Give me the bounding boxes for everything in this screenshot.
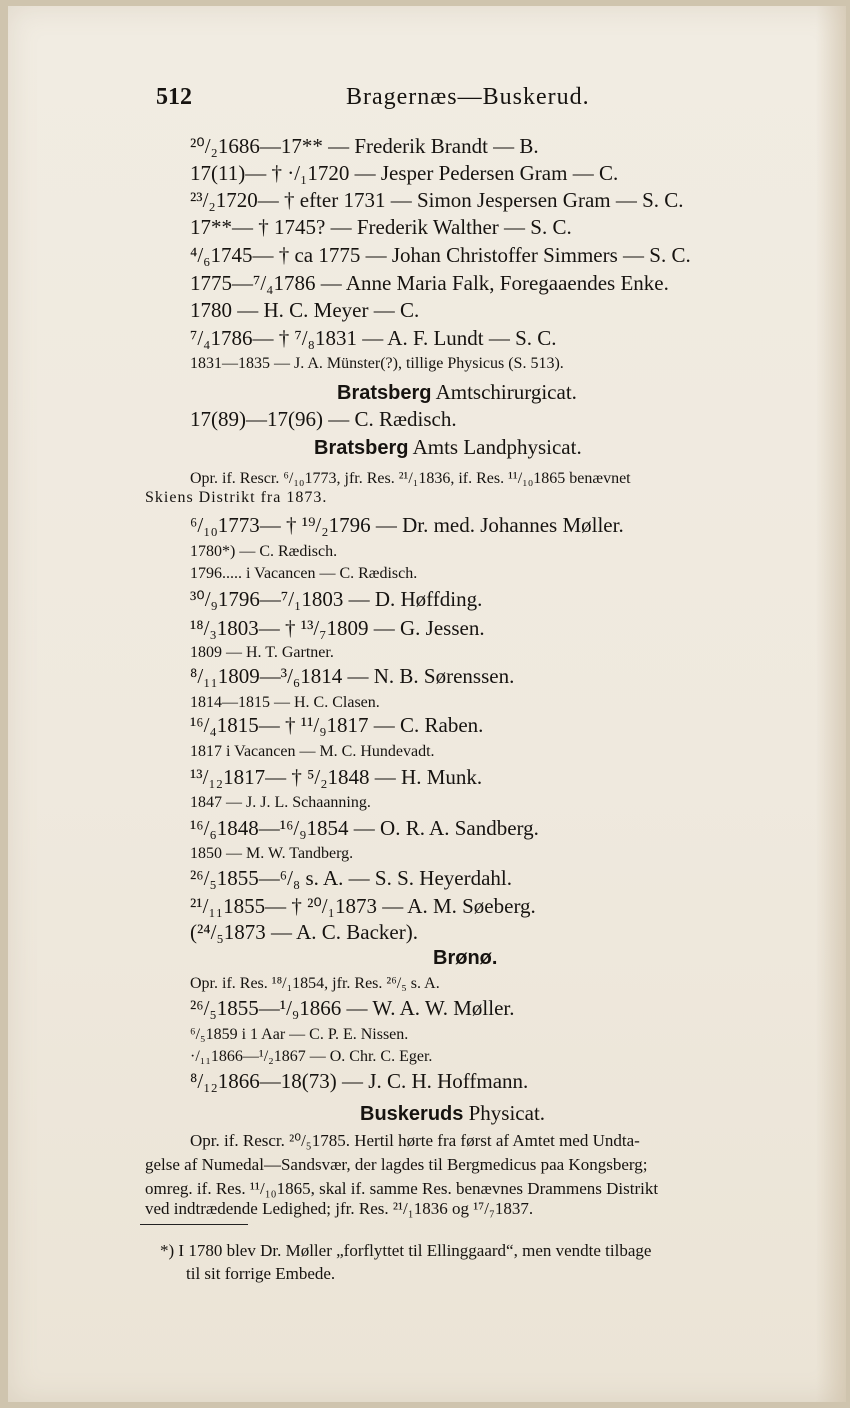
page-edge-shadow: [816, 6, 846, 1402]
entry-line: ⁷/₄1786— † ⁷/₈1831 — A. F. Lundt — S. C.: [190, 326, 557, 350]
page-number: 512: [156, 84, 192, 110]
section-heading: [337, 380, 577, 405]
entry-line: 1780*) — C. Rædisch.: [190, 543, 338, 560]
section-heading-place: Buskeruds: [360, 1103, 464, 1125]
entry-line: ²⁶/₅1855—⁶/₈ s. A. — S. S. Heyerdahl.: [190, 866, 512, 890]
entry-line: 1780 — H. C. Meyer — C.: [190, 298, 420, 322]
entry-line: ⁴/₆1745— † ca 1775 — Johan Christoffer Simmers — S. C.: [190, 243, 691, 267]
entry-line: 17(11)— † ·/₁1720 — Jesper Pedersen Gram — C.: [190, 161, 619, 185]
entry-line: 1847 — J. J. L. Schaanning.: [190, 794, 371, 811]
entry-line: ⁸/₁₂1866—18(73) — J. C. H. Hoffmann.: [190, 1069, 529, 1093]
entry-line: 1831—1835 — J. A. Münster(?), tillige Physicus (S. 513).: [190, 355, 564, 372]
entry-line: ²¹/₁₁1855— † ²⁰/₁1873 — A. M. Søeberg.: [190, 894, 536, 918]
section-heading-office: Physicat.: [468, 1101, 546, 1125]
footnote-line: *) I 1780 blev Dr. Møller „forflyttet til Ellinggaard“, men vendte tilbage: [160, 1241, 652, 1260]
entry-line: 1796..... i Vacancen — C. Rædisch.: [190, 565, 418, 582]
entry-line: 1850 — M. W. Tandberg.: [190, 845, 354, 862]
section-heading: [360, 1101, 545, 1126]
entry-line: ¹³/₁₂1817— † ⁵/₂1848 — H. Munk.: [190, 765, 483, 789]
entry-line: ²⁰/₂1686—17** — Frederik Brandt — B.: [190, 134, 539, 158]
page-header: [156, 84, 616, 116]
paragraph-line: omreg. if. Res. ¹¹/₁₀1865, skal if. samme Res. benævnes Drammens Distrikt: [145, 1179, 659, 1198]
entry-line: ¹⁶/₄1815— † ¹¹/₉1817 — C. Raben.: [190, 713, 484, 737]
section-heading-place: Bratsberg: [337, 382, 432, 404]
entry-line: ⁶/₅1859 i 1 Aar — C. P. E. Nissen.: [190, 1026, 409, 1043]
paragraph-line: Opr. if. Rescr. ²⁰/₅1785. Hertil hørte fra først af Amtet med Undta-: [190, 1131, 640, 1150]
entry-line: ¹⁸/₃1803— † ¹³/₇1809 — G. Jessen.: [190, 616, 485, 640]
section-heading: [314, 435, 582, 460]
section-heading: [433, 945, 497, 970]
paragraph-line: ved indtrædende Ledighed; jfr. Res. ²¹/₁1836 og ¹⁷/₇1837.: [145, 1199, 534, 1218]
entry-line: 1814—1815 — H. C. Clasen.: [190, 694, 380, 711]
section-heading-office: Amts Landphysicat.: [412, 435, 582, 459]
entry-line: 1809 — H. T. Gartner.: [190, 644, 334, 661]
entry-line: (²⁴/₅1873 — A. C. Backer).: [190, 920, 418, 944]
paragraph-line: gelse af Numedal—Sandsvær, der lagdes til Bergmedicus paa Kongsberg;: [145, 1155, 648, 1174]
entry-line: 17**— † 1745? — Frederik Walther — S. C.: [190, 215, 572, 239]
note-line: Opr. if. Rescr. ⁶/₁₀1773, jfr. Res. ²¹/₁1836, if. Res. ¹¹/₁₀1865 benævnet: [190, 470, 631, 487]
running-title: Bragernæs—Buskerud.: [346, 84, 590, 110]
entry-line: ²⁶/₅1855—¹/₉1866 — W. A. W. Møller.: [190, 996, 515, 1020]
entry-line: ⁶/₁₀1773— † ¹⁹/₂1796 — Dr. med. Johannes Møller.: [190, 513, 624, 537]
entry-line: ·/₁₁1866—¹/₂1867 — O. Chr. C. Eger.: [190, 1048, 433, 1065]
footnote-rule: [140, 1224, 248, 1225]
note-line: Opr. if. Res. ¹⁸/₁1854, jfr. Res. ²⁶/₅ s. A.: [190, 975, 440, 992]
entry-line: ²³/₂1720— † efter 1731 — Simon Jespersen Gram — S. C.: [190, 188, 684, 212]
section-heading-office: Amtschirurgicat.: [435, 380, 577, 404]
section-heading-place: Bratsberg: [314, 437, 409, 459]
entry-line: ³⁰/₉1796—⁷/₁1803 — D. Høffding.: [190, 587, 483, 611]
entry-line: ⁸/₁₁1809—³/₆1814 — N. B. Sørenssen.: [190, 664, 515, 688]
entry-line: 1817 i Vacancen — M. C. Hundevadt.: [190, 743, 435, 760]
entry-line: ¹⁶/₆1848—¹⁶/₉1854 — O. R. A. Sandberg.: [190, 816, 539, 840]
footnote-line: til sit forrige Embede.: [186, 1264, 336, 1283]
section-heading-place: Brønø.: [433, 947, 498, 969]
entry-line: 17(89)—17(96) — C. Rædisch.: [190, 407, 457, 431]
note-line: Skiens Distrikt fra 1873.: [145, 489, 328, 506]
entry-line: 1775—⁷/₄1786 — Anne Maria Falk, Foregaaendes Enke.: [190, 271, 669, 295]
